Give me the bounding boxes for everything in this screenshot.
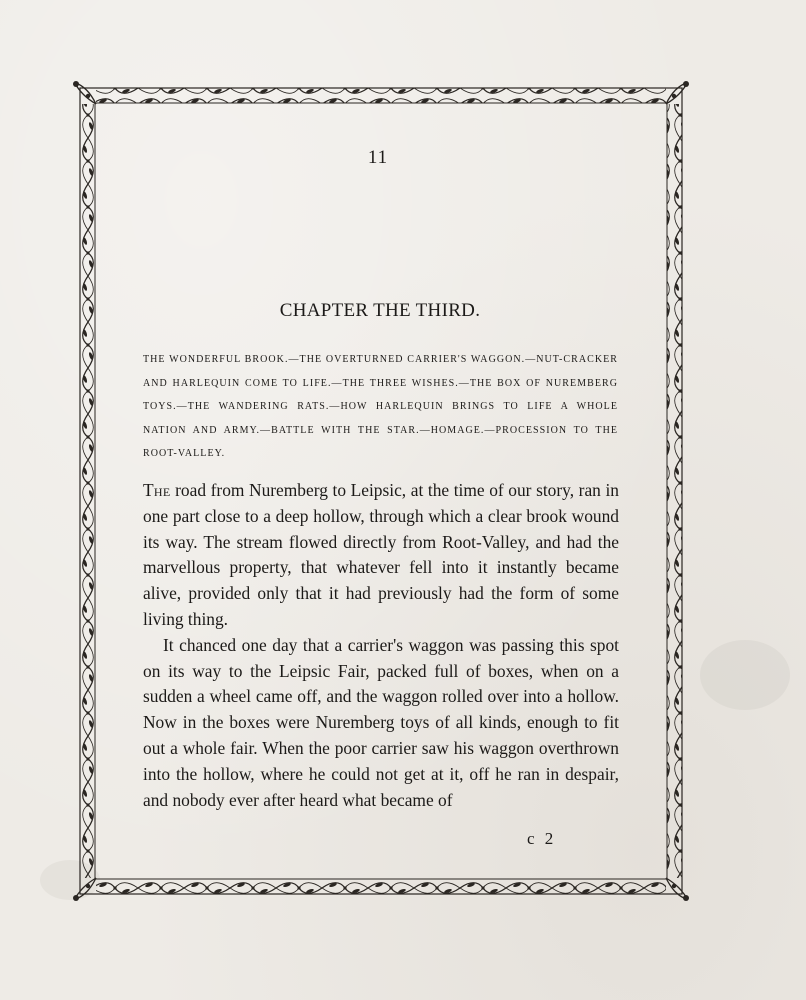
lead-word: The [143,480,171,500]
signature-mark: c 2 [527,829,557,848]
paragraph-text: road from Nuremberg to Leipsic, at the time of our story, ran in one part close to a deep hollow, through which a clear brook wound its way. The stream flowed directly from Root-Valley, and had the marvellous property, that whatever fell into it instantly became alive, provided only that it had previously had the form of some living thing. [143,480,619,629]
page-number: 11 [367,147,389,168]
paragraph: It chanced one day that a carrier's waggon was passing this spot on its way to the Leipsic Fair, packed full of boxes, when on a sudden a wheel came off, and the waggon rolled over into a hollow. Now in the boxes were Nuremberg toys of all kinds, enough to fit out a whole fair. When the poor carrier saw his waggon overthrown into the hollow, where he could not get at it, off he ran in despair, and nobody ever after heard what became of [143,634,619,810]
paragraph [143,478,619,633]
chapter-synopsis: THE WONDERFUL BROOK.—THE OVERTURNED CARRIER'S WAGGON.—NUT-CRACKER AND HARLEQUIN COME TO LIFE.—THE THREE WISHES.—THE BOX OF NUREMBERG TOYS.—THE WANDERING RATS.—HOW HARLEQUIN BRINGS TO LIFE A WHOLE NATION AND ARMY.—BATTLE WITH THE STAR.—HOMAGE.—PROCESSION TO THE ROOT-VALLEY. [143,354,618,459]
body-text [143,478,619,813]
chapter-title: CHAPTER THE THIRD. [279,300,481,321]
